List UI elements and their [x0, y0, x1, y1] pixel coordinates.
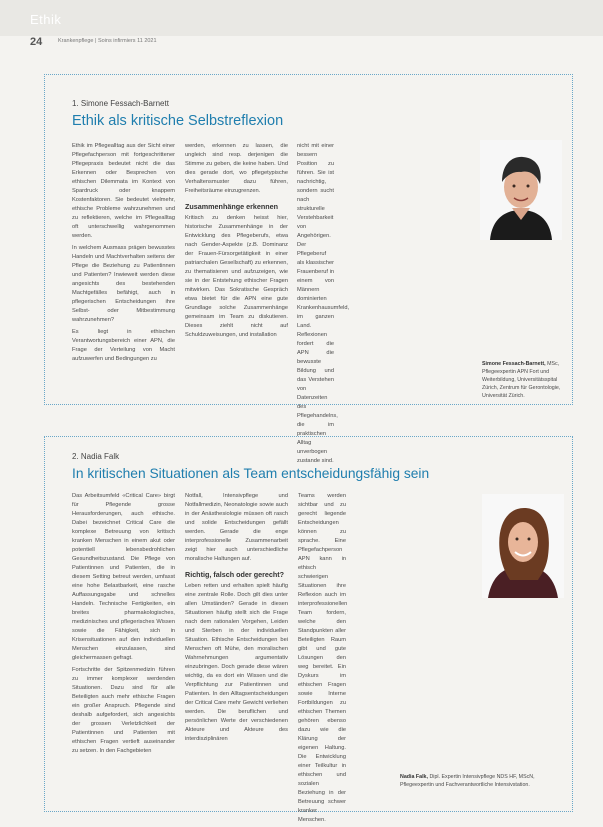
- caption-name: Simone Fessach-Barnett,: [482, 361, 546, 367]
- paragraph: Notfall, Intensivpflege und Notfallmedizin, Neonatologie sowie auch in der Anästhesiologie müssen oft rasch und solide Entscheidungen gefällt werden. Gerade die enge interprofessionelle Zusammenarbeit zeigt hier auch unterschiedliche moralische Haltungen auf.: [185, 493, 288, 562]
- caption-text: Dipl. Expertin Intensivpflege NDS HF, MScN, Pflegeexpertin und Fachverantwortliche Intensivstation.: [400, 774, 535, 788]
- article-2-title: In kritischen Situationen als Team entscheidungsfähig sein: [72, 466, 430, 481]
- article-1-column-3-wide: [400, 253, 562, 358]
- article-2-author: 2. Nadia Falk: [72, 452, 120, 461]
- article-2-column-2: [185, 492, 288, 802]
- subheading: Zusammenhänge erkennen: [185, 202, 279, 211]
- article-2-caption: [400, 773, 562, 805]
- subheading: Richtig, falsch oder gerecht?: [185, 570, 285, 579]
- paragraph: Teams werden sichtbar und zu gerecht liegende Entscheidungen können zu sprache. Eine Pflegefachperson APN kann in ethisch schwierigen Situationen ihre Reflexion auch im interprofessionellen Team fordern, welche den Standpunkten aller Beteiligten Raum gibt und gute Lösungen den weg bereitet. Ein Dyskurs im ethischen Fragen sowie Interne Fortbildungen zu ethischen Themen gehören ebenso dazu wie die Klärung der eigenen Haltung. Die Entwicklung einer Teilkultur in ethischen und sozialen Beziehung in der Betreuung schwer kranker Menschen.: [298, 493, 348, 823]
- paragraph: Kritisch zu denken heisst hier, historische Zusammenhänge in der Entwicklung des Pflegeberufs, etwa nach Gender-Aspekte (z.B. Dominanz der Frauen-Fürsorgetätigkeit in einer patriarchalen Gesellschaft) zu erkennen, zu thematisieren und aufzuzeigen, wie sie in der Entstehung ethischer Fragen mitwirken. Das Sokratische Gespräch etwa bietet für die APN eine gute Grundlage solche Zusammenhänge gemeinsam im Team zu diskutieren. Dieses ziehlt nicht auf Schuldzuweisungen, und installation: [185, 215, 288, 338]
- header-band: [0, 0, 603, 36]
- section-label: Ethik: [30, 12, 62, 27]
- portrait-image: [482, 494, 564, 598]
- article-1-column-3-narrow: [297, 142, 350, 464]
- article-1-title: Ethik als kritische Selbstreflexion: [72, 113, 284, 129]
- article-2-column-1: [72, 492, 175, 802]
- paragraph: Das Arbeitsumfeld «Critical Care» birgt für Pflegende grosse Herausforderungen, auch ethische. Dabei bezeichnet Critical Care die komplexe Betreuung von kritisch kranken Menschen in einem akut oder potentiell lebensbedrohlichen Gesundheitszustand. Die Pflege von Patientinnen und Patienten, die in diesem Setting betreut werden, umfasst eine hohe Belastbarkeit, eine rasche Auffassungsgabe und schnelles Handeln. Technische Fertigkeiten, ein breites pharmakologisches, medizinisches und pflegerisches Wissen sowie die Fähigkeit, sich in Krisensituationen auf den individuellen Menschen einzulassen, sind gleichermassen gefragt.: [72, 493, 175, 661]
- paragraph: Ethik im Pflegealltag aus der Sicht einer Pflegefachperson mit fortgeschrittener Pflegepraxis bedeutet nicht die das Erkennen oder Besprechen von ethischen Dilemmata im Kontext von Spardruck oder knappem Kostenfaktoren. Sie bedeutet vielmehr, ethische Probleme wahrzunehmen und zu reflektieren, welche im Pflegealltag oft unterschwellig wahrgenommen werden.: [72, 143, 175, 239]
- paragraph: nicht mit einer bessern Position zu führen. Sie ist nachrichtig, sondern sucht nach strukturelle Verstehbarkeit von Angehörigen. Der Pflegeberuf als klassischer Frauenberuf in einem von Männern dominierten Krankenhausumfeld, im ganzen Land. Reflexionen fordert die APN die bewusste Bildung und das Verstehen von Datenzeiten des Pflegehandelns, die im praktischen Alltag unverbogen zustande sind.: [297, 143, 350, 464]
- article-1-caption: [482, 360, 564, 399]
- article-2-column-3: [298, 492, 348, 823]
- author-photo-2: [482, 494, 564, 598]
- paragraph: In welchem Ausmass prägen bewusstes Handeln und Machtverhalten seitens der Pflege die Beziehung zu Patientinnen und Patienten? Inwieweit werden diese angesichts des bestehenden Machtgefälles befähigt, auch in pflegerischen Entscheidungen ihre Selbst- oder Mitbestimmung wahrzunehmen?: [72, 245, 175, 323]
- article-1-column-2: [185, 142, 288, 382]
- caption-name: Nadia Falk,: [400, 774, 428, 780]
- article-1-column-1: [72, 142, 175, 382]
- portrait-image: [480, 140, 562, 240]
- article-1-author: 1. Simone Fessach-Barnett: [72, 99, 169, 108]
- page-number: 24: [30, 36, 43, 48]
- paragraph: Fortschritte der Spitzenmedizin führen zu immer komplexer werdenden Situationen. Dazu sind für alle Beteiligten auch mehr ethische Fragen ein großer Anspruch. Pflegende sind deshalb aufgefordert, sich angesichts der grossen Verletzlichkeit der Patientinnen und Patienten mit ethischen Fragen vertieft auseinander zu setzen. In den Fachgebieten: [72, 667, 175, 754]
- paragraph: Es liegt in ethischen Verantwortungsbereich einer APN, die Frage der Verteilung von Macht aufzuwerfen und Bedingungen zu: [72, 329, 175, 362]
- paragraph: Leben retten und erhalten spielt häufig eine zentrale Rolle. Doch gilt dies unter allen Umständen? Gerade in diesen Situationen häufig stellt sich die Frage nach dem rationalen Vorgehen, Leiden und Sterben in der individuellen Situation. Ethische Entscheidungen bei Menschen oft Mühe, den moralischen Wahrnehmungen argumentativ einzubringen. Doch gerade diese wären wichtig, da es dort ein Wissen und die Verpflichtung zur Patientinnen und Patienten. In den Alltagsentscheidungen der Critical Care mehr Gewicht verliehen werden. Die beruflichen und persönlichen Werte der verschiedenen Akteure und Akteure des interdisziplinären: [185, 583, 288, 742]
- caption-text: MSc, Pflegeexpertin APN Fort und Weiterbildung, Universitätsspital Zürich, Zentrum für Gerontologie, Universität Zürich.: [482, 361, 561, 399]
- paragraph: werden, erkennen zu lassen, die ungleich sind resp. derjenigen die Stimme zu geben, die keine haben. Und dies gerade dort, wo pflegetypische Verhaltensmuster dazu führen, Freiheitsräume einzugrenzen.: [185, 143, 288, 194]
- running-header: Krankenpflege | Soins infirmiers 11 2021: [58, 38, 157, 44]
- author-photo-1: [480, 140, 562, 240]
